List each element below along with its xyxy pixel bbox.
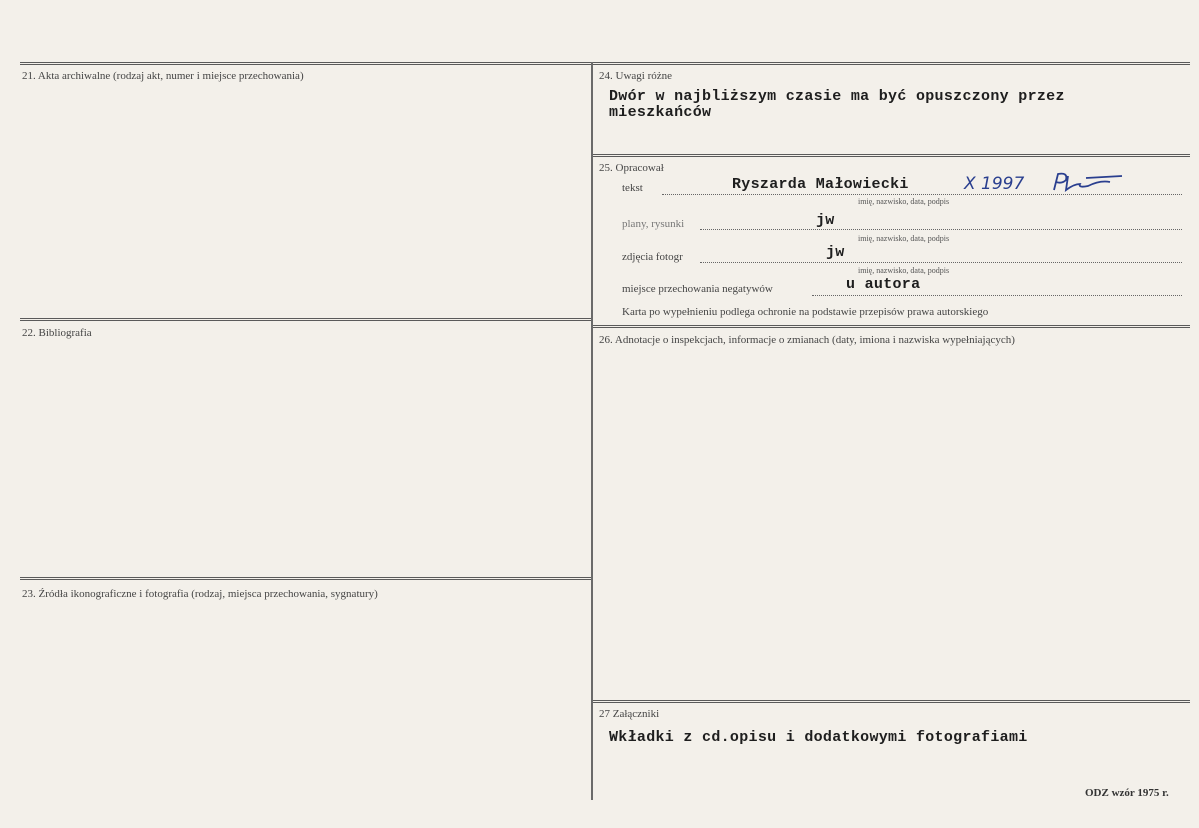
negatives-value: u autora (846, 276, 921, 293)
author-text-value: Ryszarda Małowiecki (732, 176, 909, 193)
section-27-label: 27 Załączniki (599, 708, 660, 720)
section-24-label: 24. Uwagi różne (599, 70, 673, 82)
negatives-line (812, 295, 1182, 296)
section-26-label: 26. Adnotacje o inspekcjach, informacje o zmianach (daty, imiona i nazwiska wypełniających) (599, 334, 1015, 346)
divider-26-27 (593, 700, 1190, 703)
section-22-label: 22. Bibliografia (22, 327, 92, 339)
drawings-value: jw (816, 212, 835, 229)
divider-25-26 (593, 325, 1190, 328)
top-rule (20, 62, 1190, 65)
section-25-label: 25. Opracował (599, 162, 664, 174)
drawings-label: plany, rysunki (622, 218, 685, 230)
author-text-caption: imię, nazwisko, data, podpis (858, 197, 950, 206)
author-date: X 1997 (964, 174, 1025, 194)
section-24-text-line2: mieszkańców (609, 104, 712, 121)
divider-24-25 (593, 154, 1190, 157)
photos-line (700, 262, 1182, 263)
section-24-text-line1: Dwór w najbliższym czasie ma być opuszczony przez (609, 88, 1065, 105)
photos-caption: imię, nazwisko, data, podpis (858, 266, 950, 275)
form-version: ODZ wzór 1975 r. (1085, 787, 1169, 799)
author-text-label: tekst (622, 182, 643, 194)
negatives-label: miejsce przechowania negatywów (622, 283, 773, 295)
drawings-line (700, 229, 1182, 230)
section-23-label: 23. Źródła ikonograficzne i fotografia (rodzaj, miejsca przechowania, sygnatury) (22, 588, 378, 600)
photos-value: jw (826, 244, 845, 261)
section-21-label: 21. Akta archiwalne (rodzaj akt, numer i miejsce przechowania) (22, 70, 304, 82)
drawings-caption: imię, nazwisko, data, podpis (858, 234, 950, 243)
section-27-text: Wkładki z cd.opisu i dodatkowymi fotografiami (609, 729, 1028, 746)
center-divider (591, 62, 593, 800)
copyright-note: Karta po wypełnieniu podlega ochronie na podstawie przepisów prawa autorskiego (622, 306, 989, 318)
author-signature-icon (950, 168, 1150, 198)
photos-label: zdjęcia fotogr (622, 251, 683, 263)
divider-22-23 (20, 577, 591, 580)
divider-21-22 (20, 318, 591, 321)
